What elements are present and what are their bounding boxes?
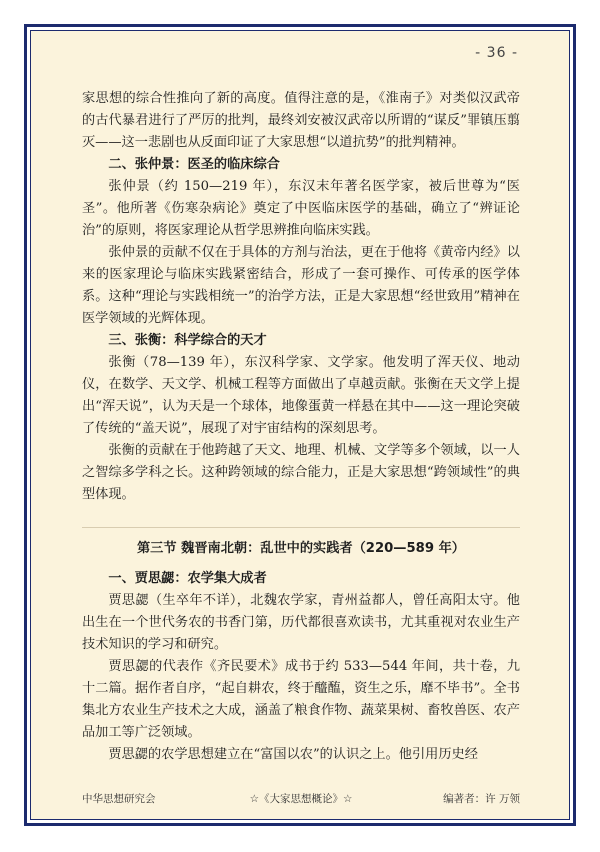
footer-book-title: ☆《大家思想概论》☆	[249, 793, 353, 805]
paragraph: 张衡的贡献在于他跨越了天文、地理、机械、文学等多个领域，以一人之智综多学科之长。这种跨领域的综合能力，正是大家思想“跨领域性”的典型体现。	[82, 443, 520, 502]
body-text-section3	[82, 568, 520, 766]
footer-publisher: 中华思想研究会	[82, 793, 156, 805]
paragraph: 贾思勰（生卒年不详），北魏农学家，青州益都人，曾任高阳太守。他出生在一个世代务农的书香门第，历代都很喜欢读书，尤其重视对农业生产技术知识的学习和研究。	[82, 593, 520, 652]
paragraph: 张衡（78—139 年），东汉科学家、文学家。他发明了浑天仪、地动仪，在数学、天文学、机械工程等方面做出了卓越贡献。张衡在天文学上提出“浑天说”，认为天是一个球体，地像蛋黄一样悬在其中——这一理论突破了传统的“盖天说”，展现了对宇宙结构的深刻思考。	[82, 355, 520, 436]
body-text-part1	[82, 88, 520, 506]
subheading-jia-sixie: 一、贾思勰：农学集大成者	[108, 571, 267, 586]
page-number: - 36 -	[475, 45, 518, 61]
section-title: 第三节 魏晋南北朝：乱世中的实践者（220—589 年）	[137, 541, 465, 556]
subheading-zhang-zhongjing: 二、张仲景：医圣的临床综合	[108, 157, 280, 172]
footer-author: 编著者：许 万领	[443, 793, 520, 805]
page-footer	[82, 791, 520, 807]
paragraph: 张仲景的贡献不仅在于具体的方剂与治法，更在于他将《黄帝内经》以来的医家理论与临床实践紧密结合，形成了一套可操作、可传承的医学体系。这种“理论与实践相统一”的治学方法，正是大家思想“经世致用”精神在医学领域的光辉体现。	[82, 245, 520, 326]
section-divider	[82, 527, 520, 528]
paragraph: 贾思勰的农学思想建立在“富国以农”的认识之上。他引用历史经	[108, 747, 478, 762]
subheading-zhang-heng: 三、张衡：科学综合的天才	[108, 333, 267, 348]
paragraph: 贾思勰的代表作《齐民要术》成书于约 533—544 年间，共十卷，九十二篇。据作者自序，“起自耕农，终于醯醢，资生之乐，靡不毕书”。全书集北方农业生产技术之大成，涵盖了粮食作物、蔬菜果树、畜牧兽医、农产品加工等广泛领域。	[82, 659, 520, 740]
paragraph: 家思想的综合性推向了新的高度。值得注意的是，《淮南子》对类似汉武帝的古代暴君进行了严厉的批判，最终刘安被汉武帝以所谓的“谋反”罪镇压翦灭——这一悲剧也从反面印证了大家思想“以道抗势”的批判精神。	[82, 91, 520, 150]
paragraph: 张仲景（约 150—219 年），东汉末年著名医学家，被后世尊为“医圣”。他所著《伤寒杂病论》奠定了中医临床医学的基础，确立了“辨证论治”的原则，将医家理论从哲学思辨推向临床实践。	[82, 179, 520, 238]
